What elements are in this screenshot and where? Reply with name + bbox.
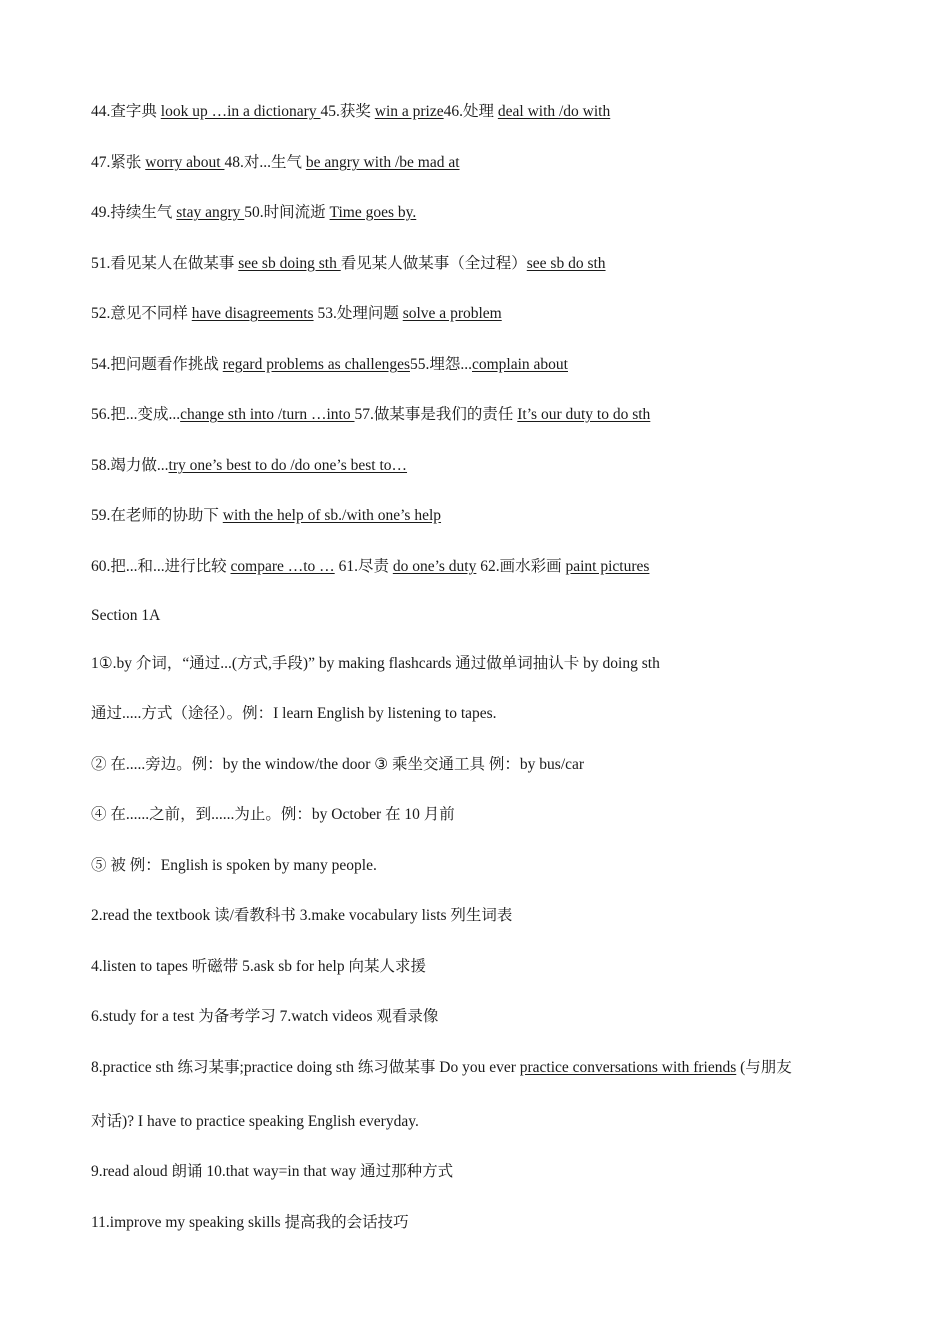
section-title: Section 1A [91,607,161,624]
phrase-en: have disagreements [191,305,314,322]
phrase-en: Time goes by. [329,204,417,221]
phrase-en: complain about [472,356,568,373]
phrase-en: It’s our duty to do sth [517,406,651,423]
vocab-line-58 [91,456,407,476]
phrase-line-8-cont [91,1112,419,1132]
phrase-cn: 52.意见不同样 [91,305,192,322]
phrase-line-6-7 [91,1007,438,1027]
vocab-line-51 [91,254,606,274]
note-text: 9.read aloud 朗诵 10.that way=in that way 通过那种方式 [91,1163,454,1180]
phrase-cn: 58.竭力做... [91,457,169,474]
phrase-cn: 47.紧张 [91,154,146,171]
vocab-line-47-48 [91,153,460,173]
phrase-en: see sb doing sth [238,255,341,272]
phrase-cn: 54.把问题看作挑战 [91,356,223,373]
note-text: ② 在.....旁边。例：by the window/the door ③ 乘坐交通工具 例：by bus/car [91,756,585,773]
phrase-en: be angry with /be mad at [305,154,460,171]
vocab-line-60-62 [91,557,649,577]
phrase-line-9-10 [91,1162,453,1182]
phrase-en: do one’s duty [392,558,477,575]
note-text: 6.study for a test 为备考学习 7.watch videos 观看录像 [91,1008,439,1025]
phrase-en: stay angry [176,204,245,221]
phrase-en: compare …to … [230,558,335,575]
note-text: 8.practice sth 练习某事;practice doing sth 练习做某事 Do you ever [91,1059,520,1076]
note-line-3 [91,755,584,775]
phrase-cn: 46.处理 [443,103,498,120]
note-line-1 [91,654,660,674]
phrase-cn: 55.埋怨... [409,356,472,373]
vocab-line-52-53 [91,304,502,324]
phrase-line-11 [91,1213,409,1233]
vocab-line-59 [91,506,441,526]
phrase-en: deal with /do with [497,103,611,120]
phrase-cn: 49.持续生气 [91,204,177,221]
phrase-en: practice conversations with friends [519,1059,737,1076]
phrase-line-4-5 [91,957,426,977]
vocab-line-54-55 [91,355,568,375]
note-text: (与朋友 [736,1059,792,1076]
note-text: ⑤ 被 例：English is spoken by many people. [91,857,377,874]
phrase-en: win a prize [374,103,444,120]
phrase-en: look up …in a dictionary [160,103,321,120]
note-line-5 [91,856,377,876]
note-text: 11.improve my speaking skills 提高我的会话技巧 [91,1214,409,1231]
note-line-2 [91,704,497,724]
phrase-cn: 62.画水彩画 [476,558,566,575]
phrase-en: with the help of sb./with one’s help [222,507,442,524]
note-line-4 [91,805,455,825]
phrase-en: try one’s best to do /do one’s best to… [168,457,408,474]
phrase-cn: 57.做某事是我们的责任 [354,406,518,423]
phrase-cn: 61.尽责 [334,558,393,575]
phrase-en: change sth into /turn …into [180,406,355,423]
note-text: 通过.....方式（途径）。例：I learn English by listening to tapes. [91,705,497,722]
note-text: 4.listen to tapes 听磁带 5.ask sb for help 向某人求援 [91,958,426,975]
phrase-en: worry about [145,154,225,171]
phrase-cn: 51.看见某人在做某事 [91,255,239,272]
vocab-line-44-46 [91,102,610,122]
phrase-cn: 60.把...和...进行比较 [91,558,231,575]
section-heading [91,606,160,626]
note-text: 1①.by 介词，“通过...(方式,手段)” by making flashcards 通过做单词抽认卡 by doing sth [91,655,660,672]
phrase-cn: 44.查字典 [91,103,161,120]
note-text: 对话)? I have to practice speaking English everyday. [91,1113,419,1130]
phrase-en: solve a problem [402,305,502,322]
vocab-line-49-50 [91,203,416,223]
phrase-cn: 看见某人做某事（全过程） [340,255,527,272]
phrase-line-2-3 [91,906,512,926]
note-text: 2.read the textbook 读/看教科书 3.make vocabulary lists 列生词表 [91,907,513,924]
phrase-cn: 48.对...生气 [224,154,306,171]
phrase-en: paint pictures [565,558,650,575]
phrase-cn: 59.在老师的协助下 [91,507,223,524]
phrase-cn: 56.把...变成... [91,406,181,423]
note-text: ④ 在......之前，到......为止。例：by October 在 10 月前 [91,806,455,823]
phrase-cn: 53.处理问题 [313,305,403,322]
phrase-line-8 [91,1058,792,1078]
phrase-cn: 45.获奖 [320,103,375,120]
vocab-line-56-57 [91,405,650,425]
phrase-cn: 50.时间流逝 [244,204,330,221]
phrase-en: see sb do sth [526,255,606,272]
phrase-en: regard problems as challenges [222,356,410,373]
